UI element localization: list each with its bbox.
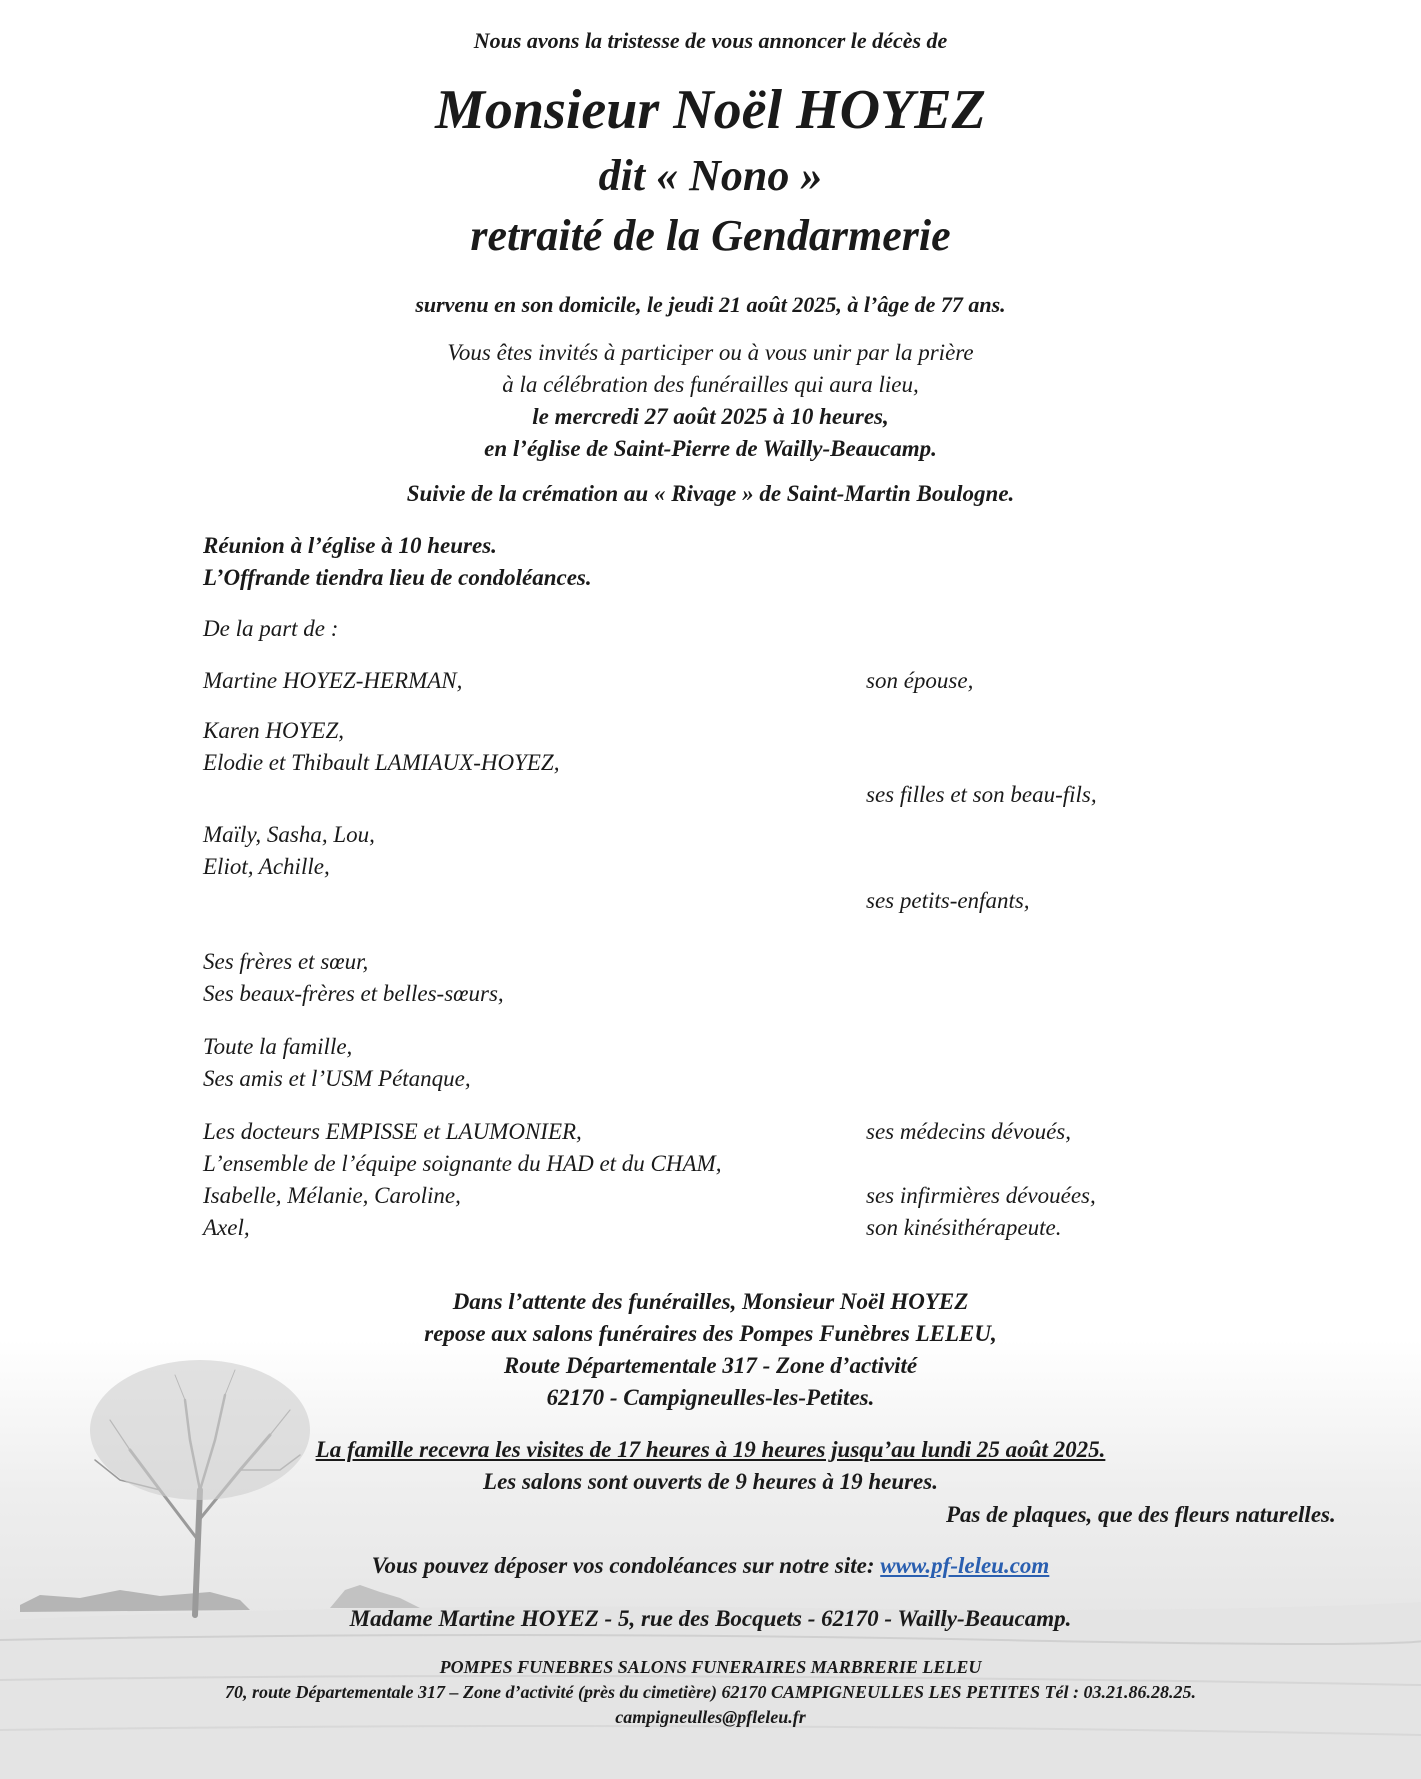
nurses: Isabelle, Mélanie, Caroline,	[203, 1183, 461, 1208]
wife-relation: son épouse,	[866, 668, 974, 693]
family-line-2: Ses amis et l’USM Pétanque,	[203, 1066, 471, 1091]
ceremony-date: le mercredi 27 août 2025 à 10 heures,	[532, 404, 889, 429]
footer-address: 70, route Départementale 317 – Zone d’activité (près du cimetière) 62170 CAMPIGNEULLES LES PETITES Tél : 03.21.86.28.25.	[225, 1682, 1196, 1702]
rest-line-2: repose aux salons funéraires des Pompes Funèbres LELEU,	[424, 1321, 997, 1346]
care-team: L’ensemble de l’équipe soignante du HAD et du CHAM,	[203, 1151, 722, 1176]
ceremony-place: en l’église de Saint-Pierre de Wailly-Beaucamp.	[484, 436, 937, 461]
meeting-note: Réunion à l’église à 10 heures.	[203, 533, 497, 558]
grandchildren-relation: ses petits-enfants,	[866, 888, 1030, 913]
physiotherapist-relation: son kinésithérapeute.	[866, 1215, 1062, 1240]
condolences-line	[0, 1553, 1421, 1579]
ceremony-line-1: Vous êtes invités à participer ou à vous unir par la prière	[447, 340, 974, 365]
death-notice: survenu en son domicile, le jeudi 21 août 2025, à l’âge de 77 ans.	[415, 292, 1006, 317]
ceremony-line-2: à la célébration des funérailles qui aura lieu,	[502, 372, 919, 397]
footer-email: campigneulles@pfleleu.fr	[615, 1707, 806, 1727]
flowers-note: Pas de plaques, que des fleurs naturelles.	[946, 1502, 1336, 1527]
doctors-relation: ses médecins dévoués,	[866, 1119, 1072, 1144]
siblings-2: Ses beaux-frères et belles-sœurs,	[203, 981, 504, 1006]
deceased-title: retraité de la Gendarmerie	[470, 211, 951, 260]
rest-line-4: 62170 - Campigneulles-les-Petites.	[546, 1385, 875, 1410]
rest-line-1: Dans l’attente des funérailles, Monsieur Noël HOYEZ	[452, 1289, 969, 1314]
rest-line-3: Route Départementale 317 - Zone d’activité	[503, 1353, 918, 1378]
footer-company: POMPES FUNEBRES SALONS FUNERAIRES MARBRERIE LELEU	[439, 1657, 982, 1677]
grandchildren-2: Eliot, Achille,	[203, 854, 330, 879]
intro-text: Nous avons la tristesse de vous annoncer le décès de	[473, 28, 948, 53]
doctors: Les docteurs EMPISSE et LAUMONIER,	[203, 1119, 582, 1144]
family-address: Madame Martine HOYEZ - 5, rue des Bocquets - 62170 - Wailly-Beaucamp.	[349, 1606, 1072, 1631]
wife-name: Martine HOYEZ-HERMAN,	[203, 668, 463, 693]
family-intro: De la part de :	[203, 616, 339, 641]
visits-notice: La famille recevra les visites de 17 heures à 19 heures jusqu’au lundi 25 août 2025.	[315, 1437, 1106, 1462]
condolences-text: Vous pouvez déposer vos condoléances sur notre site:	[371, 1553, 875, 1578]
family-line-1: Toute la famille,	[203, 1034, 353, 1059]
nurses-relation: ses infirmières dévouées,	[866, 1183, 1096, 1208]
daughter-2: Elodie et Thibault LAMIAUX-HOYEZ,	[203, 750, 560, 775]
offering-note: L’Offrande tiendra lieu de condoléances.	[203, 565, 592, 590]
cremation-notice: Suivie de la crémation au « Rivage » de Saint-Martin Boulogne.	[406, 481, 1015, 506]
website-link[interactable]: www.pf-leleu.com	[880, 1553, 1050, 1578]
daughter-1: Karen HOYEZ,	[203, 718, 344, 743]
nickname: dit « Nono »	[598, 151, 823, 200]
salons-hours: Les salons sont ouverts de 9 heures à 19 heures.	[483, 1469, 938, 1494]
physiotherapist: Axel,	[203, 1215, 250, 1240]
siblings-1: Ses frères et sœur,	[203, 949, 369, 974]
daughters-relation: ses filles et son beau-fils,	[866, 782, 1097, 807]
grandchildren-1: Maïly, Sasha, Lou,	[203, 822, 375, 847]
deceased-name: Monsieur Noël HOYEZ	[435, 79, 986, 141]
